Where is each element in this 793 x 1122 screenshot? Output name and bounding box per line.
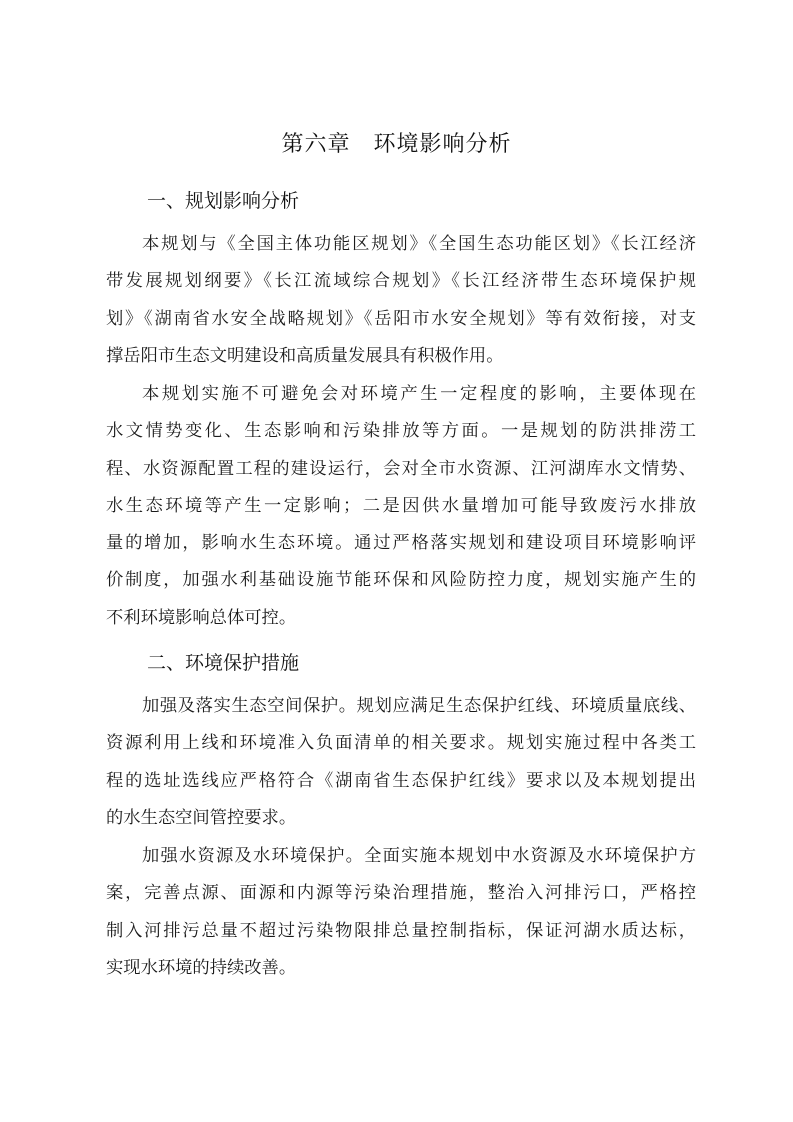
paragraph-line: 加强水资源及水环境保护。全面实施本规划中水资源及水环境保护方: [142, 846, 696, 866]
paragraph-line: 案，完善点源、面源和内源等污染治理措施，整治入河排污口，严格控: [106, 883, 696, 904]
paragraph-line: 加强及落实生态空间保护。规划应满足生态保护红线、环境质量底线、: [142, 696, 696, 716]
paragraph-line: 水生态环境等产生一定影响；二是因供水量增加可能导致废污水排放: [106, 495, 696, 516]
paragraph-line: 水文情势变化、生态影响和污染排放等方面。一是规划的防洪排涝工: [106, 421, 696, 442]
section-heading-impact-analysis: 一、规划影响分析: [147, 190, 300, 212]
paragraph-line: 资源利用上线和环境准入负面清单的相关要求。规划实施过程中各类工: [106, 733, 696, 754]
section-heading-protection-measures: 二、环境保护措施: [147, 652, 300, 674]
paragraph-ecological-space: [106, 688, 696, 837]
paragraph-line: 量的增加，影响水生态环境。通过严格落实规划和建设项目环境影响评: [106, 533, 696, 554]
paragraph-line: 不利环境影响总体可控。: [106, 607, 297, 628]
paragraph-line: 的水生态空间管控要求。: [106, 807, 297, 828]
paragraph-line: 实现水环境的持续改善。: [106, 957, 297, 978]
paragraph-line: 划》《湖南省水安全战略规划》《岳阳市水安全规划》等有效衔接，对支: [106, 308, 696, 329]
paragraph-line: 程、水资源配置工程的建设运行，会对全市水资源、江河湖库水文情势、: [106, 458, 696, 479]
paragraph-line: 撑岳阳市生态文明建设和高质量发展具有积极作用。: [106, 345, 504, 366]
paragraph-line: 程的选址选线应严格符合《湖南省生态保护红线》要求以及本规划提出: [106, 770, 696, 791]
paragraph-water-protection: [106, 838, 696, 987]
paragraph-line: 价制度，加强水利基础设施节能环保和风险防控力度，规划实施产生的: [106, 570, 696, 591]
paragraph-line: 带发展规划纲要》《长江流域综合规划》《长江经济带生态环境保护规: [106, 271, 696, 292]
paragraph-line: 本规划与《全国主体功能区规划》《全国生态功能区划》《长江经济: [142, 234, 696, 254]
paragraph-line: 制入河排污总量不超过污染物限排总量控制指标，保证河湖水质达标，: [106, 920, 696, 941]
paragraph-environmental-impact: [106, 376, 696, 637]
paragraph-line: 本规划实施不可避免会对环境产生一定程度的影响，主要体现在: [142, 384, 696, 404]
chapter-title: 第六章 环境影响分析: [281, 132, 512, 157]
paragraph-planning-alignment: [106, 226, 696, 375]
